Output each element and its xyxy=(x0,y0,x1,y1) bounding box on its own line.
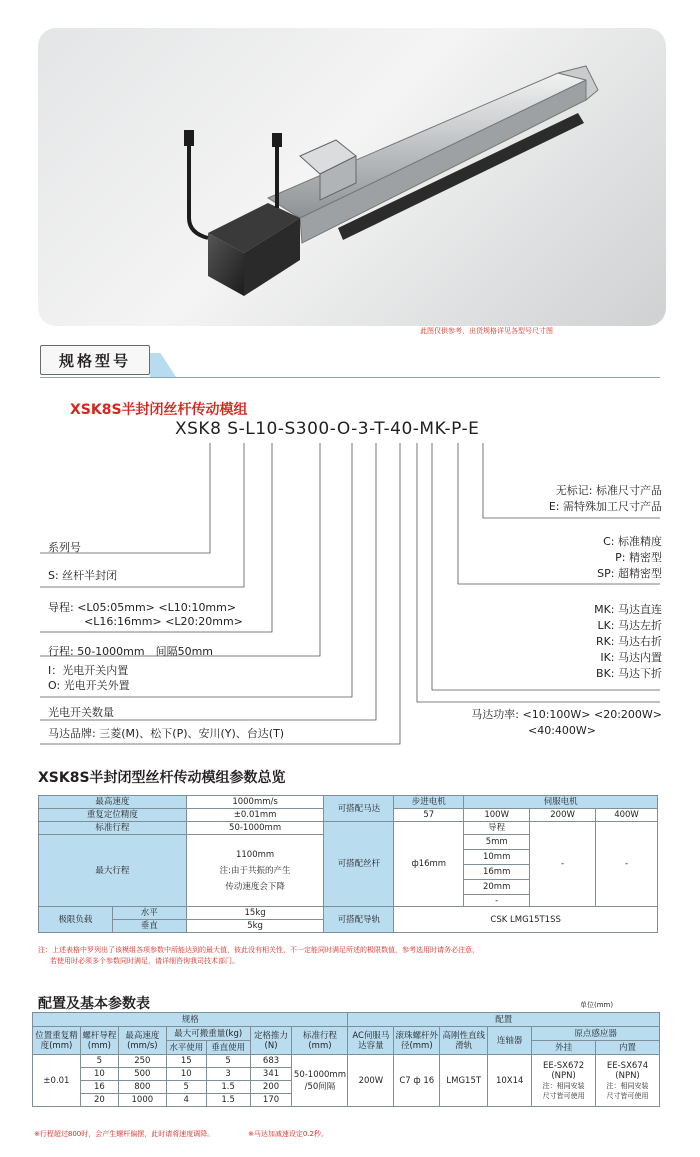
row0-speed: 250 xyxy=(118,1055,166,1068)
label-switch-outer: O: 光电开关外置 xyxy=(48,679,130,692)
cell-ball-value: C7 ф 16 xyxy=(394,1055,440,1107)
label-mk: MK: 马达直连 xyxy=(594,603,662,616)
label-sp: SP: 超精密型 xyxy=(597,567,662,580)
cell-repeat-label: 重复定位精度 xyxy=(39,809,187,822)
inner-model: EE-SX674 xyxy=(606,1060,649,1071)
params-note-1: 注：上述表格中罗列出了该模组各项参数中所能达到的最大值，彼此没有相关性，不一定能同时满足所述的极限数值，参考选用时请务必注意， xyxy=(38,946,479,954)
cell-servo-cap-label: AC伺服马达容量 xyxy=(348,1027,394,1055)
row1-horiz: 10 xyxy=(166,1068,206,1081)
cell-speed-label: 最高速度(mm/s) xyxy=(118,1027,166,1055)
row0-thrust: 683 xyxy=(250,1055,292,1068)
row0-lead: 5 xyxy=(80,1055,118,1068)
inner-type: (NPN) xyxy=(615,1070,640,1081)
cell-outer: 外挂 xyxy=(532,1041,596,1055)
cell-servo-dash-2: - xyxy=(596,822,658,907)
cell-step57: 57 xyxy=(394,809,464,822)
cell-lead-header: 导程 xyxy=(464,822,530,835)
cell-horiz-label: 水平 xyxy=(112,907,186,920)
config-note-a: ※行程超过800时，会产生螺杆偏摆，此时请将速度调降。 xyxy=(34,1130,215,1138)
cell-horiz-use: 水平使用 xyxy=(166,1041,206,1055)
cell-inner-sensor xyxy=(596,1055,660,1107)
cell-inner: 内置 xyxy=(596,1041,660,1055)
outer-note-2: 尺寸皆可使用 xyxy=(542,1091,585,1100)
cell-vert-label: 垂直 xyxy=(112,920,186,933)
cell-acc-label: 位置重复精度(mm) xyxy=(33,1027,81,1055)
cell-payload-label: 最大可搬重量(kg) xyxy=(166,1027,250,1041)
label-lead-1: 导程: <L05:05mm> <L10:10mm> xyxy=(48,601,237,614)
cell-load-label: 极限负载 xyxy=(39,907,113,933)
row1-vert: 3 xyxy=(206,1068,250,1081)
cell-400w: 400W xyxy=(596,809,658,822)
params-note-2: 若使用时必须多个参数同时满足，请详细咨询我司技术部门。 xyxy=(50,957,239,965)
row0-vert: 5 xyxy=(206,1055,250,1068)
cell-screw-dia: ф16mm xyxy=(394,822,464,907)
cell-stroke-value xyxy=(292,1055,348,1107)
inner-note-1: 注：相同安装 xyxy=(606,1081,649,1090)
cell-peizhi: 配置 xyxy=(348,1013,660,1027)
label-switch-count: 光电开关数量 xyxy=(48,706,114,719)
cell-acc-value: ±0.01 xyxy=(33,1055,81,1107)
label-stroke: 行程: 50-1000mm 间隔50mm xyxy=(48,645,214,658)
cell-lead-16: 16mm xyxy=(464,865,530,880)
cell-rail-label: 高刚性直线滑轨 xyxy=(440,1027,488,1055)
cell-vert-use: 垂直使用 xyxy=(206,1041,250,1055)
outer-note-1: 注：相同安装 xyxy=(542,1081,585,1090)
label-lead-2: <L16:16mm> <L20:20mm> xyxy=(84,615,243,628)
section-title: 规格型号 xyxy=(40,345,150,375)
cell-vert: 5kg xyxy=(186,920,324,933)
label-ik: IK: 马达内置 xyxy=(600,651,662,664)
cell-lead-20: 20mm xyxy=(464,880,530,895)
label-e-special: E: 需特殊加工尺寸产品 xyxy=(548,500,662,513)
config-unit: 单位(mm) xyxy=(580,1001,614,1009)
cell-max-speed-label: 最高速度 xyxy=(39,796,187,809)
row3-horiz: 4 xyxy=(166,1094,206,1107)
cell-servo: 伺服电机 xyxy=(464,796,658,809)
cell-100w: 100W xyxy=(464,809,530,822)
model-code: XSK8 S-L10-S300-O-3-T-40-MK-P-E xyxy=(175,419,480,439)
cell-stepper: 步进电机 xyxy=(394,796,464,809)
cell-sensor-label: 原点感应器 xyxy=(532,1027,660,1041)
cell-servo-value: 200W xyxy=(348,1055,394,1107)
label-rk: RK: 马达右折 xyxy=(595,635,662,648)
cell-lead-label: 螺杆导程(mm) xyxy=(80,1027,118,1055)
cell-rail-value: LMG15T xyxy=(440,1055,488,1107)
config-table xyxy=(32,1012,660,1107)
label-power-2: <40:400W> xyxy=(527,724,596,737)
cell-lead-5: 5mm xyxy=(464,835,530,850)
stroke-interval: /50间隔 xyxy=(304,1081,336,1092)
cell-max-stroke xyxy=(186,835,324,907)
config-note-b: ※马达加减速设定0.2秒。 xyxy=(248,1130,328,1138)
params-title: XSK8S半封闭型丝杆传动模组参数总览 xyxy=(38,770,286,786)
row3-thrust: 170 xyxy=(250,1094,292,1107)
row3-speed: 1000 xyxy=(118,1094,166,1107)
label-p: P: 精密型 xyxy=(615,551,662,564)
cell-std-stroke-label: 标准行程 xyxy=(39,822,187,835)
cell-horiz: 15kg xyxy=(186,907,324,920)
cell-max-speed: 1000mm/s xyxy=(186,796,324,809)
row3-lead: 20 xyxy=(80,1094,118,1107)
cell-stroke-label: 标准行程(mm) xyxy=(292,1027,348,1055)
row0-horiz: 15 xyxy=(166,1055,206,1068)
max-stroke-note-1: 注:由于共振的产生 xyxy=(219,865,291,876)
row2-horiz: 5 xyxy=(166,1081,206,1094)
cell-coupling-value: 10X14 xyxy=(488,1055,532,1107)
label-c: C: 标准精度 xyxy=(603,535,662,548)
cell-200w: 200W xyxy=(530,809,596,822)
outer-type: (NPN) xyxy=(551,1070,576,1081)
config-title: 配置及基本参数表 xyxy=(38,996,150,1012)
cell-rail-label: 可搭配导轨 xyxy=(324,907,394,933)
inner-note-2: 尺寸皆可使用 xyxy=(606,1091,649,1100)
cell-max-stroke-label: 最大行程 xyxy=(39,835,187,907)
cell-ball-label: 滚珠螺杆外径(mm) xyxy=(394,1027,440,1055)
cell-std-stroke: 50-1000mm xyxy=(186,822,324,835)
cell-lead-dash: - xyxy=(464,895,530,907)
cell-lead-10: 10mm xyxy=(464,850,530,865)
label-series: 系列号 xyxy=(48,541,81,554)
row1-speed: 500 xyxy=(118,1068,166,1081)
label-e-none: 无标记: 标准尺寸产品 xyxy=(555,484,662,497)
cell-motor-label: 可搭配马达 xyxy=(324,796,394,822)
row1-lead: 10 xyxy=(80,1068,118,1081)
params-table xyxy=(38,795,658,933)
cell-thrust-label: 定格推力(N) xyxy=(250,1027,292,1055)
label-switch-inner: I：光电开关内置 xyxy=(48,664,129,677)
row2-thrust: 200 xyxy=(250,1081,292,1094)
row2-vert: 1.5 xyxy=(206,1081,250,1094)
max-stroke-note-2: 传动速度会下降 xyxy=(225,881,285,892)
cell-outer-sensor xyxy=(532,1055,596,1107)
cell-spec: 规格 xyxy=(33,1013,348,1027)
stroke-range: 50-1000mm xyxy=(293,1069,346,1080)
max-stroke-value: 1100mm xyxy=(235,849,275,860)
cell-repeat: ±0.01mm xyxy=(186,809,324,822)
cell-servo-dash-1: - xyxy=(530,822,596,907)
label-motor-brand: 马达品牌: 三菱(M)、松下(P)、安川(Y)、台达(T) xyxy=(48,727,285,740)
row2-speed: 800 xyxy=(118,1081,166,1094)
cell-screw-label: 可搭配丝杆 xyxy=(324,822,394,907)
row3-vert: 1.5 xyxy=(206,1094,250,1107)
model-title: XSK8S半封闭丝杆传动模组 xyxy=(70,402,248,418)
outer-model: EE-SX672 xyxy=(542,1060,585,1071)
label-lk: LK: 马达左折 xyxy=(597,619,662,632)
cell-rail: CSK LMG15T1SS xyxy=(394,907,658,933)
photo-caption: 此图仅供参考，出货规格详见各型号尺寸图 xyxy=(420,327,553,335)
row2-lead: 16 xyxy=(80,1081,118,1094)
cell-coupling-label: 连轴器 xyxy=(488,1027,532,1055)
label-power-1: 马达功率: <10:100W> <20:200W> xyxy=(471,708,662,721)
label-bk: BK: 马达下折 xyxy=(596,667,662,680)
label-semi-closed: S: 丝杆半封闭 xyxy=(48,569,118,582)
row1-thrust: 341 xyxy=(250,1068,292,1081)
